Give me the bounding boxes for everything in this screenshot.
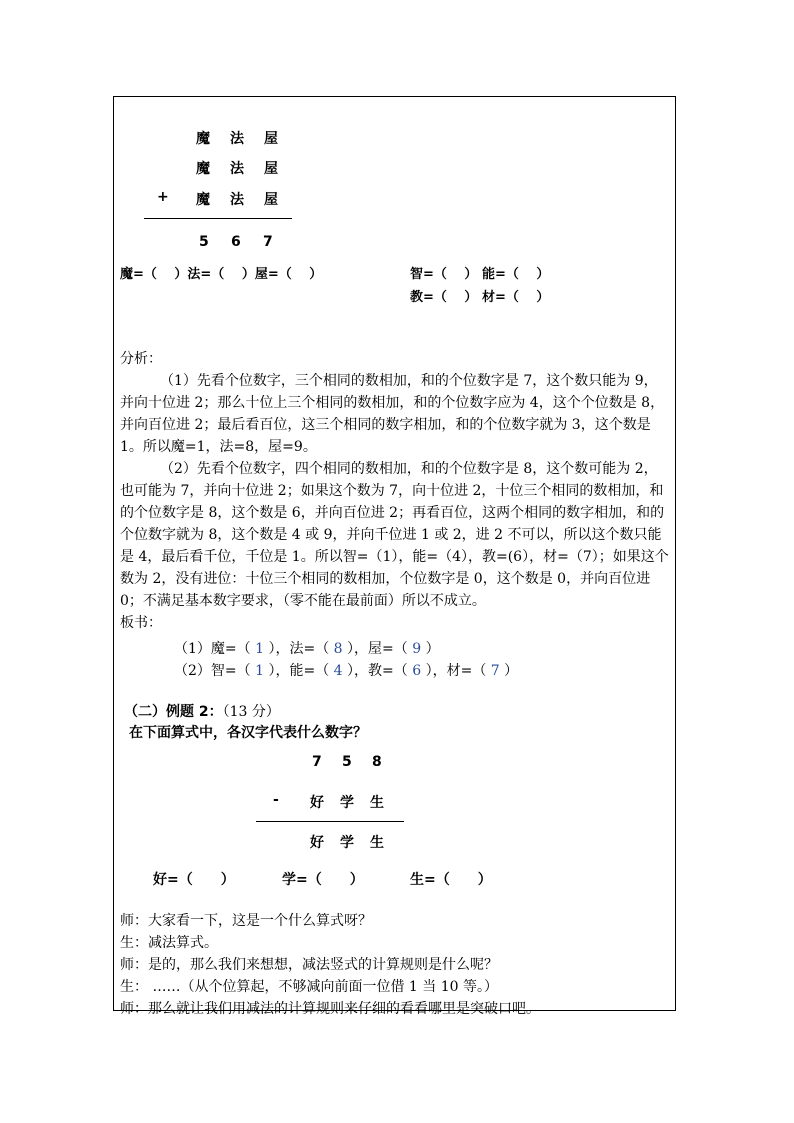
digit-char: 7 [263,234,273,250]
example2-bottom-row [310,832,404,852]
answers-right-2: 教=（ ） 材=（ ） [410,290,550,305]
dialogue-line: 师：大家看一下，这是一个什么算式呀？ [120,913,372,929]
digit-char: 生 [370,795,384,811]
puzzle1-row3 [196,189,298,209]
dialogue-line: 师：那么就让我们用减法的计算规则来仔细的看看哪里是突破口吧。 [120,1001,540,1017]
board-text: ），屋=（ [342,641,413,657]
digit-char: 好 [310,795,324,811]
difference-line [256,821,404,822]
digit-char: 8 [372,754,382,770]
digit-char: 屋 [264,161,278,177]
digit-char: 好 [310,835,324,851]
board-text: ），能=（ [264,663,334,679]
board-answer: 1 [255,663,265,679]
board-text: （2）智=（ [174,663,256,679]
puzzle1-row2 [196,158,298,178]
example2-header [124,701,280,721]
example2-top-row [312,754,406,770]
digit-char: 学 [340,835,354,851]
analysis-paragraph-1: （1）先看个位数字，三个相同的数相加，和的个位数字是 7，这个数只能为 9，并向十位进 2；那么十位上三个相同的数相加，和的个位数字应为 4，这个个位数是 8，并向百位进 2；最后看百位，这三个相同的数字相加，和的个位数字就为 3，这个数是 1。所以魔=1，法=8，屋=9。 [120,373,665,455]
digit-char: 7 [312,754,322,770]
digit-char: 屋 [264,192,278,208]
answer-sheng: 生=（ ） [410,872,492,888]
minus-sign: - [273,792,279,808]
digit-char: 生 [370,835,384,851]
answer-xue: 学=（ ） [282,872,364,888]
board-text: ），法=（ [264,641,334,657]
board-answer: 7 [490,663,500,679]
sum-line [144,218,292,219]
digit-char: 屋 [264,131,278,147]
digit-char: 法 [230,131,244,147]
dialogue-section [120,910,670,1020]
board-text: （1）魔=（ [174,641,256,657]
board-answer: 6 [412,663,422,679]
dialogue-line: 生：减法算式。 [120,935,218,951]
digit-char: 法 [230,161,244,177]
digit-char: 魔 [196,161,210,177]
answers-left: 魔=（ ）法=（ ）屋=（ ） [120,267,323,282]
digit-char: 魔 [196,131,210,147]
puzzle1-result [199,234,297,250]
board-answer: 9 [412,641,422,657]
analysis-section [120,348,670,634]
example2-score: （13 分） [222,704,280,720]
dialogue-line: 生： ……（从个位算起，不够减向前面一位借 1 当 10 等。） [120,979,498,995]
board-line-1 [174,638,440,658]
digit-char: 学 [340,795,354,811]
puzzle1-row1 [196,128,298,148]
digit-char: 6 [231,234,241,250]
example2-heading: （二）例题 2： [124,704,223,720]
answers-right-1: 智=（ ） 能=（ ） [410,267,550,282]
board-line-2 [174,660,518,680]
example2-middle-row [310,792,404,812]
digit-char: 5 [199,234,209,250]
digit-char: 法 [230,192,244,208]
answer-hao: 好=（ ） [153,872,235,888]
dialogue-line: 师：是的，那么我们来想想，减法竖式的计算规则是什么呢？ [120,957,498,973]
analysis-paragraph-2: （2）先看个位数字，四个相同的数相加，和的个位数字是 8，这个数可能为 2，也可能为 7，并向十位进 2；如果这个数为 7，向十位进 2，十位三个相同的数相加，和的个位数字是 8，这个数是 6，并向百位进 2；再看百位，这两个相同的数字相加，和的个位数字就为 8，这个数是 4 或 9，并向千位进 1 或 2，进 2 不可以，所以这个数只能是 4，最后看千位，千位是 1。所以智=（1），能=（4），教=(6），材=（7）；如果这个数为 2，没有进位：十位三个相同的数相加，个位数字是 0，这个数是 0，并向百位进 0；不满足基本数字要求，（零不能在最前面）所以不成立。 [120,461,669,609]
board-answer: 4 [333,663,343,679]
example2-question: 在下面算式中，各汉字代表什么数字？ [129,725,367,741]
board-answer: 1 [255,641,265,657]
board-text: ），教=（ [342,663,413,679]
digit-char: 魔 [196,192,210,208]
digit-char: 5 [342,754,352,770]
board-text: ），材=（ [421,663,491,679]
board-answer: 8 [333,641,343,657]
board-text: ） [499,663,519,679]
plus-sign: + [157,189,169,205]
board-heading: 板书： [120,615,162,631]
board-text: ） [421,641,440,657]
analysis-heading: 分析： [120,351,162,367]
